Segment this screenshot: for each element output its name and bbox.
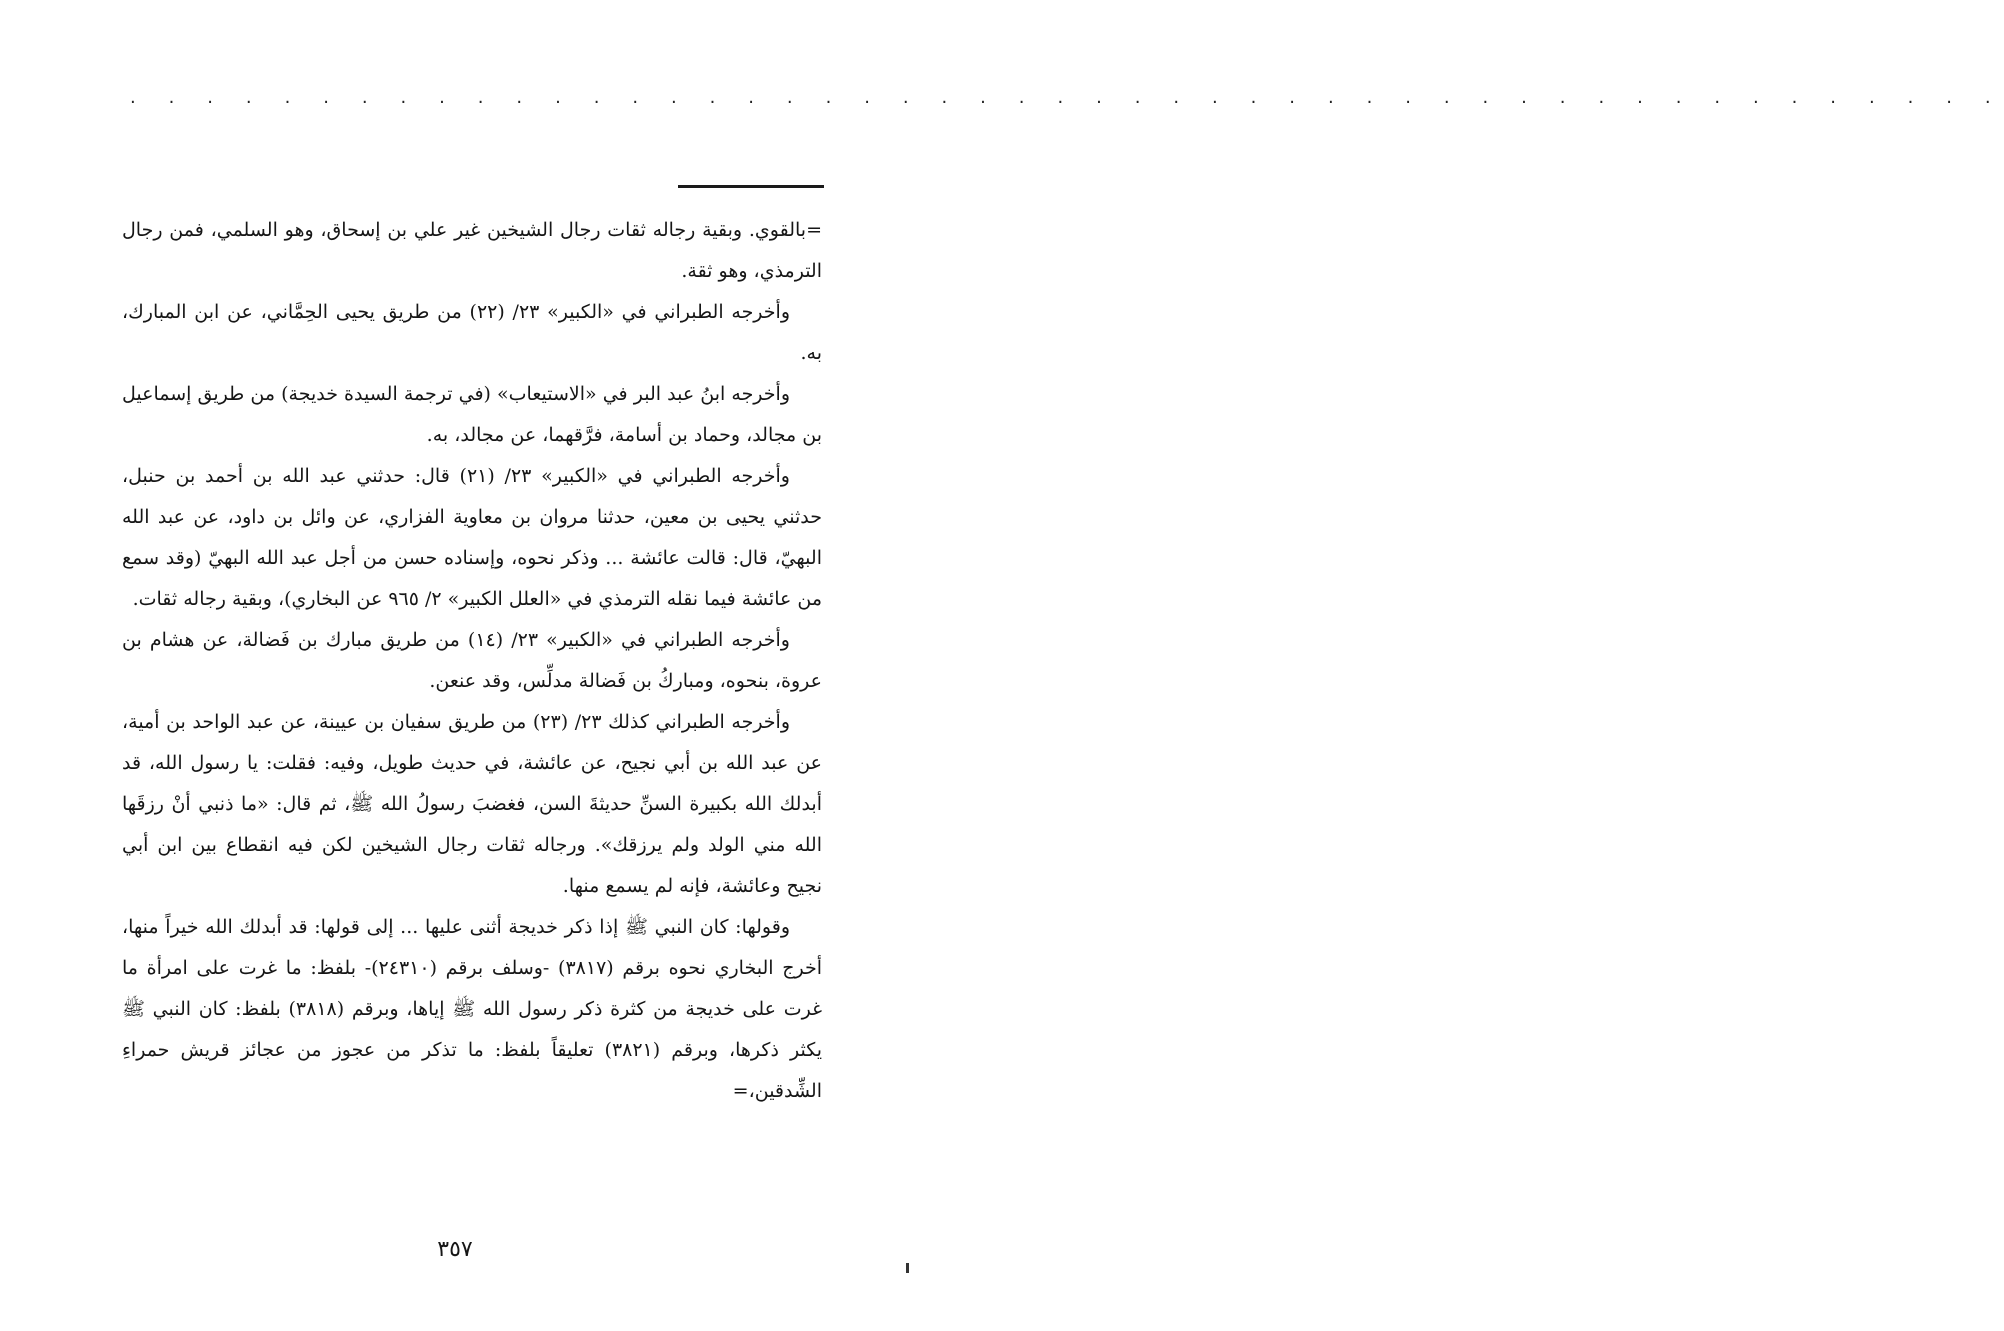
footnote-paragraph: وأخرجه ابنُ عبد البر في «الاستيعاب» (في ترجمة السيدة خديجة) من طريق إسماعيل بن مجالد، وحماد بن أسامة، فرَّقهما، عن مجالد، به. <box>122 383 822 446</box>
footnote-paragraph: وقولها: كان النبي ﷺ إذا ذكر خديجة أثنى عليها ... إلى قولها: قد أبدلك الله خيراً منها، أخرج البخاري نحوه برقم (٣٨١٧) -وسلف برقم (٢٤٣١٠)- بلفظ: ما غرت على امرأة ما غرت على خديجة من كثرة ذكر رسول الله ﷺ إياها، وبرقم (٣٨١٨) بلفظ: كان النبي ﷺ يكثر ذكرها، وبرقم (٣٨٢١) تعليقاً بلفظ: ما تذكر من عجوز من عجائز قريش حمراءِ الشِّدقين،= <box>122 916 823 1102</box>
footnote-paragraph: =بالقوي. وبقية رجاله ثقات رجال الشيخين غير علي بن إسحاق، وهو السلمي، فمن رجال الترمذي، وهو ثقة. <box>122 219 822 282</box>
scan-edge-mark <box>906 1263 909 1273</box>
separator-dots: . . . . . . . . . . . . . . . . . . . . . . . . . . . . . . . . . . . . . . . . . . . . . . . . . <box>130 87 2004 108</box>
page-number: ٣٥٧ <box>437 1237 473 1262</box>
footnotes-section <box>122 210 822 1112</box>
footnote-paragraph: وأخرجه الطبراني في «الكبير» ٢٣/ (١٤) من طريق مبارك بن فَضالة، عن هشام بن عروة، بنحوه، ومباركُ بن فَضالة مدلِّس، وقد عنعن. <box>122 629 822 692</box>
footnote-paragraph: وأخرجه الطبراني كذلك ٢٣/ (٢٣) من طريق سفيان بن عيينة، عن عبد الواحد بن أمية، عن عبد الله بن أبي نجيح، عن عائشة، في حديث طويل، وفيه: فقلت: يا رسول الله، قد أبدلك الله بكبيرة السنِّ حديثةَ السن، فغضبَ رسولُ الله ﷺ، ثم قال: «ما ذنبي أنْ رزقَها الله مني الولد ولم يرزقك». ورجاله ثقات رجال الشيخين لكن فيه انقطاع بين ابن أبي نجيح وعائشة، فإنه لم يسمع منها. <box>122 711 822 897</box>
footnote-paragraph: وأخرجه الطبراني في «الكبير» ٢٣/ (٢٢) من طريق يحيى الحِمَّاني، عن ابن المبارك، به. <box>122 301 822 364</box>
footnote-paragraph: وأخرجه الطبراني في «الكبير» ٢٣/ (٢١) قال: حدثني عبد الله بن أحمد بن حنبل، حدثني يحيى بن معين، حدثنا مروان بن معاوية الفزاري، عن وائل بن داود، عن عبد الله البهيّ، قال: قالت عائشة ... وذكر نحوه، وإسناده حسن من أجل عبد الله البهيّ (وقد سمع من عائشة فيما نقله الترمذي في «العلل الكبير» ٢/ ٩٦٥ عن البخاري)، وبقية رجاله ثقات. <box>122 465 822 610</box>
footnote-separator-rule <box>678 185 824 188</box>
